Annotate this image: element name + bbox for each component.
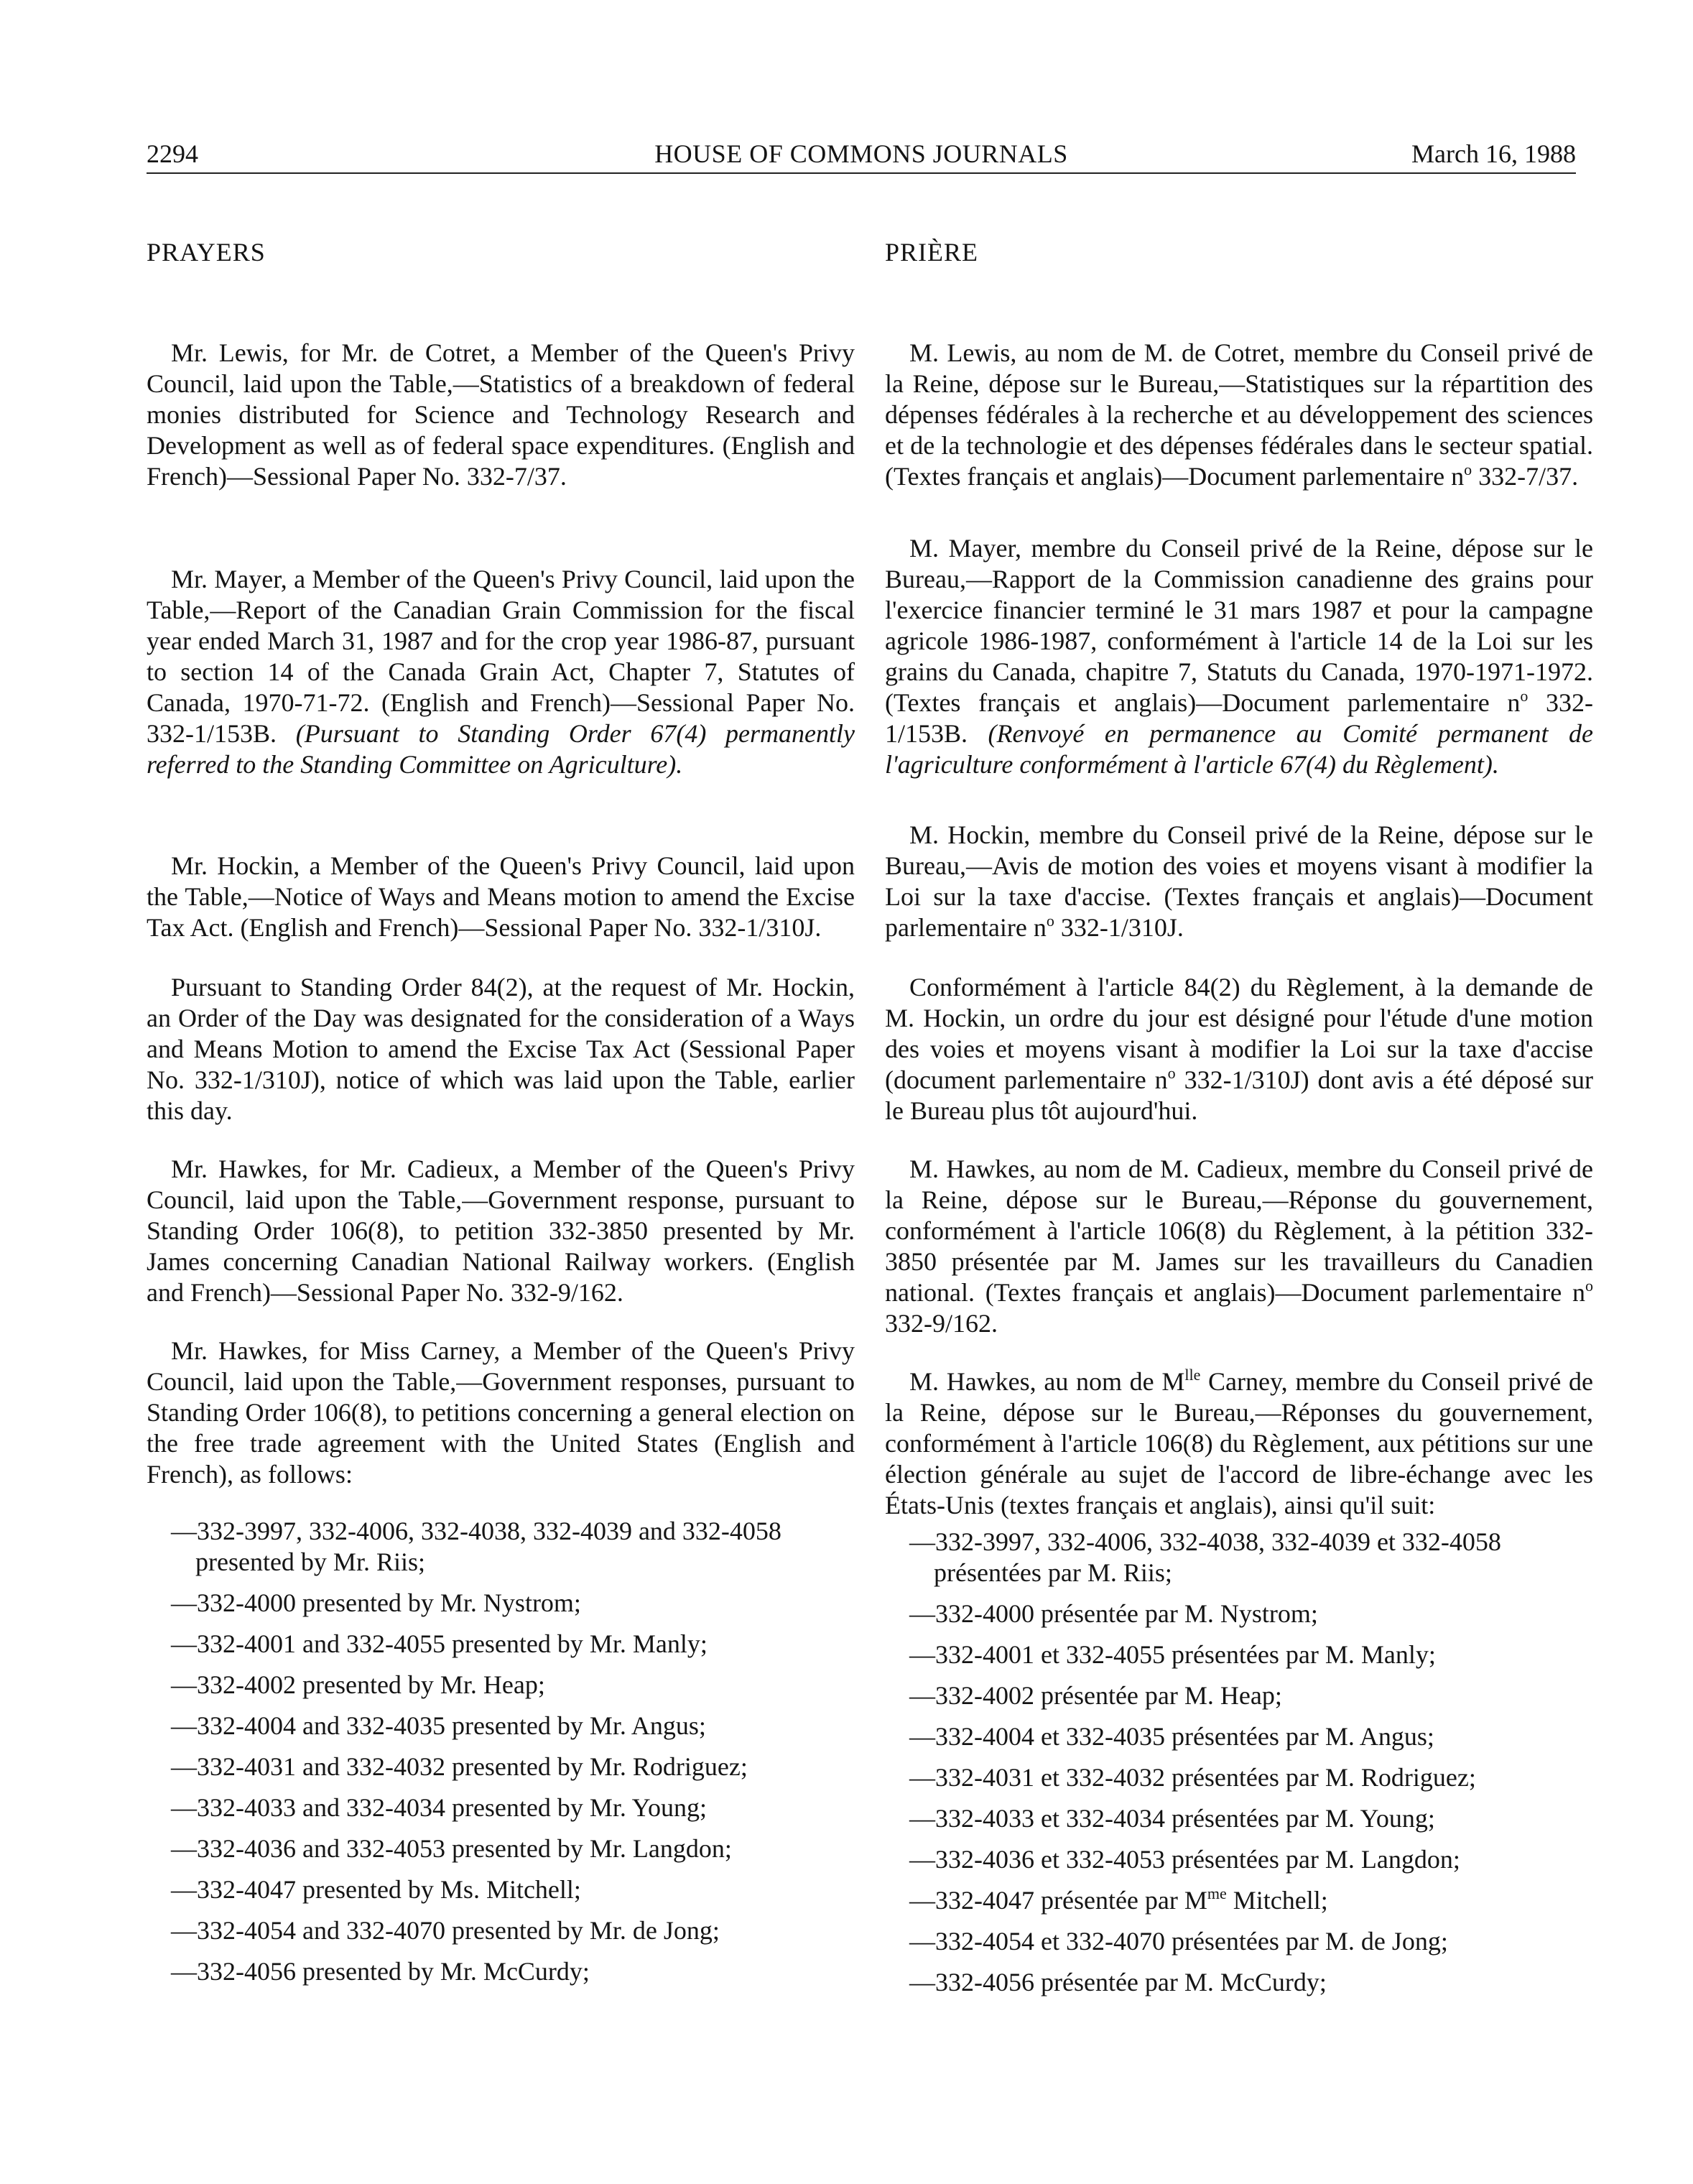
list-item: —332-4047 presented by Ms. Mitchell;: [171, 1875, 581, 1904]
paragraph-hawkes-carney-fr: M. Hawkes, au nom de $M^{lle}$ Carney, membre du Conseil privé de la Reine, dépose sur le Bureau,—Réponses du gouvernement, conformément à l'article 106(8) du Règlement, aux pétitions sur une élection générale au sujet de l'accord de libre-échange avec les États-Unis (textes français et anglais), ainsi qu'il suit:: [885, 1366, 1593, 1519]
paragraph-hawkes-carney-en: Mr. Hawkes, for Miss Carney, a Member of the Queen's Privy Council, laid upon the Table,—Government responses, pursuant to Standing Order 106(8), to petitions concerning a general election on the free trade agreement with the United States (English and French), as follows:: [147, 1336, 855, 1489]
running-header: [147, 135, 1576, 172]
list-item: —332-3997, 332-4006, 332-4038, 332-4039 et 332-4058 présentées par M. Riis;: [909, 1527, 1501, 1587]
list-item: —332-4054 and 332-4070 presented by Mr. de Jong;: [171, 1916, 720, 1945]
header-rule: [147, 172, 1576, 174]
paragraph-hockin-en: Mr. Hockin, a Member of the Queen's Privy Council, laid upon the Table,—Notice of Ways and Means motion to amend the Excise Tax Act. (English and French)—Sessional Paper No. 332-1/310J.: [147, 851, 855, 942]
journal-title: HOUSE OF COMMONS JOURNALS: [654, 139, 1068, 168]
list-item: —332-4031 et 332-4032 présentées par M. Rodriguez;: [909, 1763, 1476, 1792]
petition-list-fr: [885, 1527, 1593, 1998]
page-number: 2294: [147, 139, 198, 168]
french-column: [885, 234, 1593, 2008]
list-item: —332-4056 presented by Mr. McCurdy;: [171, 1957, 590, 1986]
section-heading-en: PRAYERS: [147, 238, 266, 267]
list-item: —332-4054 et 332-4070 présentées par M. de Jong;: [909, 1927, 1448, 1956]
list-item: —332-3997, 332-4006, 332-4038, 332-4039 and 332-4058 presented by Mr. Riis;: [171, 1517, 781, 1576]
paragraph-order-fr: Conformément à l'article 84(2) du Règlement, à la demande de M. Hockin, un ordre du jour est désigné pour l'étude d'une motion des voies et moyens visant à modifier la Loi sur la taxe d'accise (document parlementaire $n^o$ 332-1/310J) dont avis a été déposé sur le Bureau plus tôt aujourd'hui.: [885, 973, 1593, 1125]
paragraph-lewis-en: Mr. Lewis, for Mr. de Cotret, a Member of the Queen's Privy Council, laid upon the Table,—Statistics of a breakdown of federal monies distributed for Science and Technology Research and Development as well as of federal space expenditures. (English and French)—Sessional Paper No. 332-7/37.: [147, 338, 855, 491]
section-heading-fr: PRIÈRE: [885, 238, 979, 267]
list-item: —332-4004 et 332-4035 présentées par M. Angus;: [909, 1722, 1434, 1751]
paragraph-mayer-en-referral: (Pursuant to Standing Order 67(4) permanently referred to the Standing Committee on Agriculture).: [147, 719, 855, 779]
list-item: —332-4002 presented by Mr. Heap;: [171, 1670, 545, 1699]
journal-date: March 16, 1988: [1411, 139, 1576, 168]
paragraph-hawkes-cadieux-fr: M. Hawkes, au nom de M. Cadieux, membre du Conseil privé de la Reine, dépose sur le Bureau,—Réponse du gouvernement, conformément à l'article 106(8) du Règlement, à la pétition 332-3850 présentée par M. James sur les travailleurs du Canadien national. (Textes français et anglais)—Document parlementaire $n^o$ 332-9/162.: [885, 1155, 1593, 1338]
paragraph-mayer-en-text: Mr. Mayer, a Member of the Queen's Privy Council, laid upon the Table,—Report of the Canadian Grain Commission for the fiscal year ended March 31, 1987 and for the crop year 1986-87, pursuant to section 14 of the Canada Grain Act, Chapter 7, Statutes of Canada, 1970-71-72. (English and French)—Sessional Paper No. 332-1/153B.: [147, 565, 855, 748]
paragraph-hockin-fr: M. Hockin, membre du Conseil privé de la Reine, dépose sur le Bureau,—Avis de motion des voies et moyens visant à modifier la Loi sur la taxe d'accise. (Textes français et anglais)—Document parlementaire $n^o$ 332-1/310J.: [885, 820, 1593, 942]
paragraph-mayer-en: [147, 564, 855, 780]
list-item: —332-4000 présentée par M. Nystrom;: [909, 1599, 1318, 1628]
list-item: —332-4033 et 332-4034 présentées par M. Young;: [909, 1804, 1435, 1833]
list-item: —332-4036 et 332-4053 présentées par M. Langdon;: [909, 1845, 1460, 1874]
list-item: —332-4047 présentée par $M^{me}$ Mitchell;: [909, 1884, 1328, 1915]
petition-list-en: [147, 1516, 855, 1987]
list-item: —332-4056 présentée par M. McCurdy;: [909, 1968, 1327, 1996]
list-item: —332-4001 et 332-4055 présentées par M. Manly;: [909, 1640, 1436, 1669]
list-item: —332-4001 and 332-4055 presented by Mr. Manly;: [171, 1629, 708, 1658]
english-column: [147, 234, 855, 1997]
list-item: —332-4033 and 332-4034 presented by Mr. Young;: [171, 1793, 707, 1822]
list-item: —332-4002 présentée par M. Heap;: [909, 1681, 1282, 1710]
paragraph-hawkes-cadieux-en: Mr. Hawkes, for Mr. Cadieux, a Member of the Queen's Privy Council, laid upon the Table,—Government response, pursuant to Standing Order 106(8), to petition 332-3850 presented by Mr. James concerning Canadian National Railway workers. (English and French)—Sessional Paper No. 332-9/162.: [147, 1155, 855, 1307]
list-item: —332-4036 and 332-4053 presented by Mr. Langdon;: [171, 1834, 732, 1863]
list-item: —332-4031 and 332-4032 presented by Mr. Rodriguez;: [171, 1752, 748, 1781]
paragraph-mayer-fr-referral: (Renvoyé en permanence au Comité permanent de l'agriculture conformément à l'article 67(4) du Règlement).: [885, 719, 1594, 779]
paragraph-mayer-fr: M. Mayer, membre du Conseil privé de la Reine, dépose sur le Bureau,—Rapport de la Commission canadienne des grains pour l'exercice financier terminé le 31 mars 1987 et pour la campagne agricole 1986-1987, conformément à l'article 14 de la Loi sur les grains du Canada, chapitre 7, Statuts du Canada, 1970-1971-1972. (Textes français et anglais)—Document parlementaire $n^o$ 332-1/153B. (Renvoyé en permanence au Comité permanent de l'agriculture conformément à l'article 67(4) du Règlement).: [885, 534, 1594, 779]
paragraph-lewis-fr: M. Lewis, au nom de M. de Cotret, membre du Conseil privé de la Reine, dépose sur le Bureau,—Statistiques sur la répartition des dépenses fédérales à la recherche et au développement des sciences et de la technologie et des dépenses fédérales dans le secteur spatial. (Textes français et anglais)—Document parlementaire $n^o$ 332-7/37.: [885, 338, 1593, 491]
list-item: —332-4004 and 332-4035 presented by Mr. Angus;: [171, 1711, 706, 1740]
paragraph-order-en: Pursuant to Standing Order 84(2), at the request of Mr. Hockin, an Order of the Day was designated for the consideration of a Ways and Means Motion to amend the Excise Tax Act (Sessional Paper No. 332-1/310J), notice of which was laid upon the Table, earlier this day.: [147, 973, 855, 1125]
list-item: —332-4000 presented by Mr. Nystrom;: [171, 1588, 581, 1617]
